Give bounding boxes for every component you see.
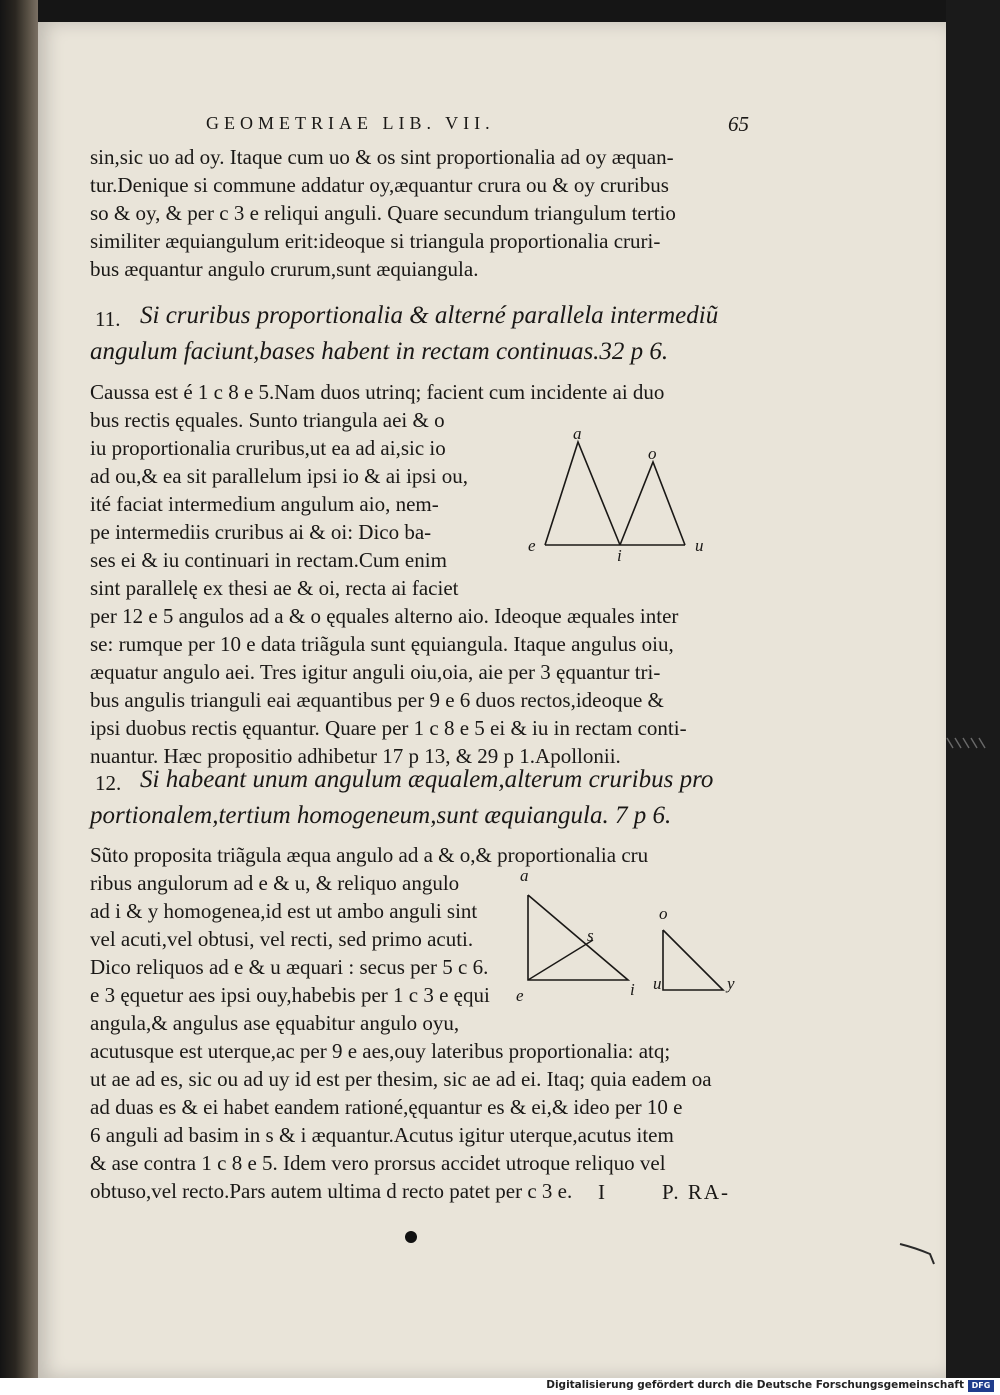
- figure-label-a: a: [520, 866, 529, 885]
- text-line: bus angulis trianguli eai æquantibus per 9 e 6 duos rectos,ideoque &: [90, 688, 664, 712]
- figure-label-s: s: [587, 926, 594, 945]
- figure-label-o: o: [648, 444, 657, 463]
- triangle-oiu: [620, 462, 685, 545]
- footer-credit: Digitalisierung gefördert durch die Deutsche Forschungsgemeinschaft: [546, 1379, 964, 1391]
- figure-label-i: i: [617, 546, 622, 565]
- proposition-statement: Si cruribus proportionalia & alterné parallela intermediũ: [140, 302, 719, 329]
- figure-label-e: e: [516, 986, 524, 1005]
- running-title: GEOMETRIAE LIB. VII.: [206, 113, 495, 133]
- ink-stroke: [898, 1240, 938, 1268]
- triangle-aei: [545, 442, 620, 545]
- right-scan-strip: [946, 0, 1000, 1378]
- text-line: tur.Denique si commune addatur oy,æquantur crura ou & oy cruribus: [90, 173, 669, 197]
- text-line: sin,sic uo ad oy. Itaque cum uo & os sint proportionalia ad oy æquan-: [90, 145, 674, 169]
- text-line: sint parallelę ex thesi ae & oi, recta ai faciet: [90, 576, 459, 600]
- text-line: bus rectis ęquales. Sunto triangula aei & o: [90, 408, 445, 432]
- figure-label-y: y: [727, 974, 735, 993]
- text-line: vel acuti,vel obtusi, vel recti, sed primo acuti.: [90, 927, 474, 951]
- text-line: ad ou,& ea sit parallelum ipsi io & ai ipsi ou,: [90, 464, 468, 488]
- proposition-statement: angulum faciunt,bases habent in rectam continuas.32 p 6.: [90, 338, 669, 365]
- text-line: pe intermediis cruribus ai & oi: Dico ba-: [90, 520, 432, 544]
- figure-label-a: a: [573, 424, 582, 443]
- catchword: P. RA-: [662, 1180, 731, 1204]
- text-line: per 12 e 5 angulos ad a & o ęquales alterno aio. Ideoque æquales inter: [90, 604, 679, 628]
- figure-label-u: u: [695, 536, 704, 555]
- text-line: Caussa est é 1 c 8 e 5.Nam duos utrinq; facient cum incidente ai duo: [90, 380, 665, 404]
- figure-label-e: e: [528, 536, 536, 555]
- text-line: ad duas es & ei habet eandem rationé,ęquantur es & ei,& ideo per 10 e: [90, 1095, 683, 1119]
- text-line: iu proportionalia cruribus,ut ea ad ai,sic io: [90, 436, 446, 460]
- page-number: 65: [728, 112, 749, 136]
- text-line: similiter æquiangulum erit:ideoque si triangula proportionalia cruri-: [90, 229, 661, 253]
- text-line: bus æquantur angulo crurum,sunt æquiangula.: [90, 257, 479, 281]
- proposition-statement: portionalem,tertium homogeneum,sunt æquiangula. 7 p 6.: [90, 802, 672, 829]
- text-line: ut ae ad es, sic ou ad uy id est per thesim, sic ae ad ei. Itaq; quia eadem oa: [90, 1067, 712, 1091]
- text-line: so & oy, & per c 3 e reliqui anguli. Quare secundum triangulum tertio: [90, 201, 676, 225]
- book-binding-edge: [0, 0, 38, 1378]
- text-line: se: rumque per 10 e data triãgula sunt ęquiangula. Itaque angulus oiu,: [90, 632, 674, 656]
- text-line: Dico reliquos ad e & u æquari : secus per 5 c 6.: [90, 955, 489, 979]
- dfg-logo: DFG: [968, 1380, 994, 1392]
- ink-dot: [405, 1231, 417, 1243]
- figure-label-i: i: [630, 980, 635, 999]
- triangle-aei: [528, 895, 628, 980]
- proposition-number: 11.: [95, 307, 121, 331]
- figure-label-o: o: [659, 904, 668, 923]
- text-line: angula,& angulus ase ęquabitur angulo oyu,: [90, 1011, 460, 1035]
- proposition-statement: Si habeant unum angulum æqualem,alterum cruribus pro: [140, 766, 714, 793]
- text-line: Sũto proposita triãgula æqua angulo ad a & o,& proportionalia cru: [90, 843, 649, 867]
- segment-es: [528, 940, 593, 980]
- text-line: nuantur. Hæc propositio adhibetur 17 p 13, & 29 p 1.Apollonii.: [90, 744, 621, 768]
- text-line: ad i & y homogenea,id est ut ambo anguli sint: [90, 899, 478, 923]
- text-line: ité faciat intermedium angulum aio, nem-: [90, 492, 439, 516]
- edge-marks: [945, 736, 1000, 750]
- text-line: e 3 ęquetur aes ipsi ouy,habebis per 1 c 3 e ęqui: [90, 983, 490, 1007]
- text-line: æquatur angulo aei. Tres igitur anguli oiu,oia, aie per 3 ęquantur tri-: [90, 660, 661, 684]
- text-line: ses ei & iu continuari in rectam.Cum enim: [90, 548, 447, 572]
- text-line: & ase contra 1 c 8 e 5. Idem vero prorsus accidet utroque reliquo vel: [90, 1151, 666, 1175]
- proposition-number: 12.: [95, 771, 122, 795]
- triangle-ouy: [663, 930, 723, 990]
- text-line: ribus angulorum ad e & u, & reliquo angulo: [90, 871, 460, 895]
- text-line: 6 anguli ad basim in s & i æquantur.Acutus igitur uterque,acutus item: [90, 1123, 674, 1147]
- figure-label-u: u: [653, 974, 662, 993]
- text-line: ipsi duobus rectis ęquantur. Quare per 1 c 8 e 5 ei & iu in rectam conti-: [90, 716, 687, 740]
- signature-mark: I: [598, 1180, 607, 1204]
- text-line: obtuso,vel recto.Pars autem ultima d recto patet per c 3 e.: [90, 1179, 573, 1203]
- text-line: acutusque est uterque,ac per 9 e aes,ouy lateribus proportionalia: atq;: [90, 1039, 671, 1063]
